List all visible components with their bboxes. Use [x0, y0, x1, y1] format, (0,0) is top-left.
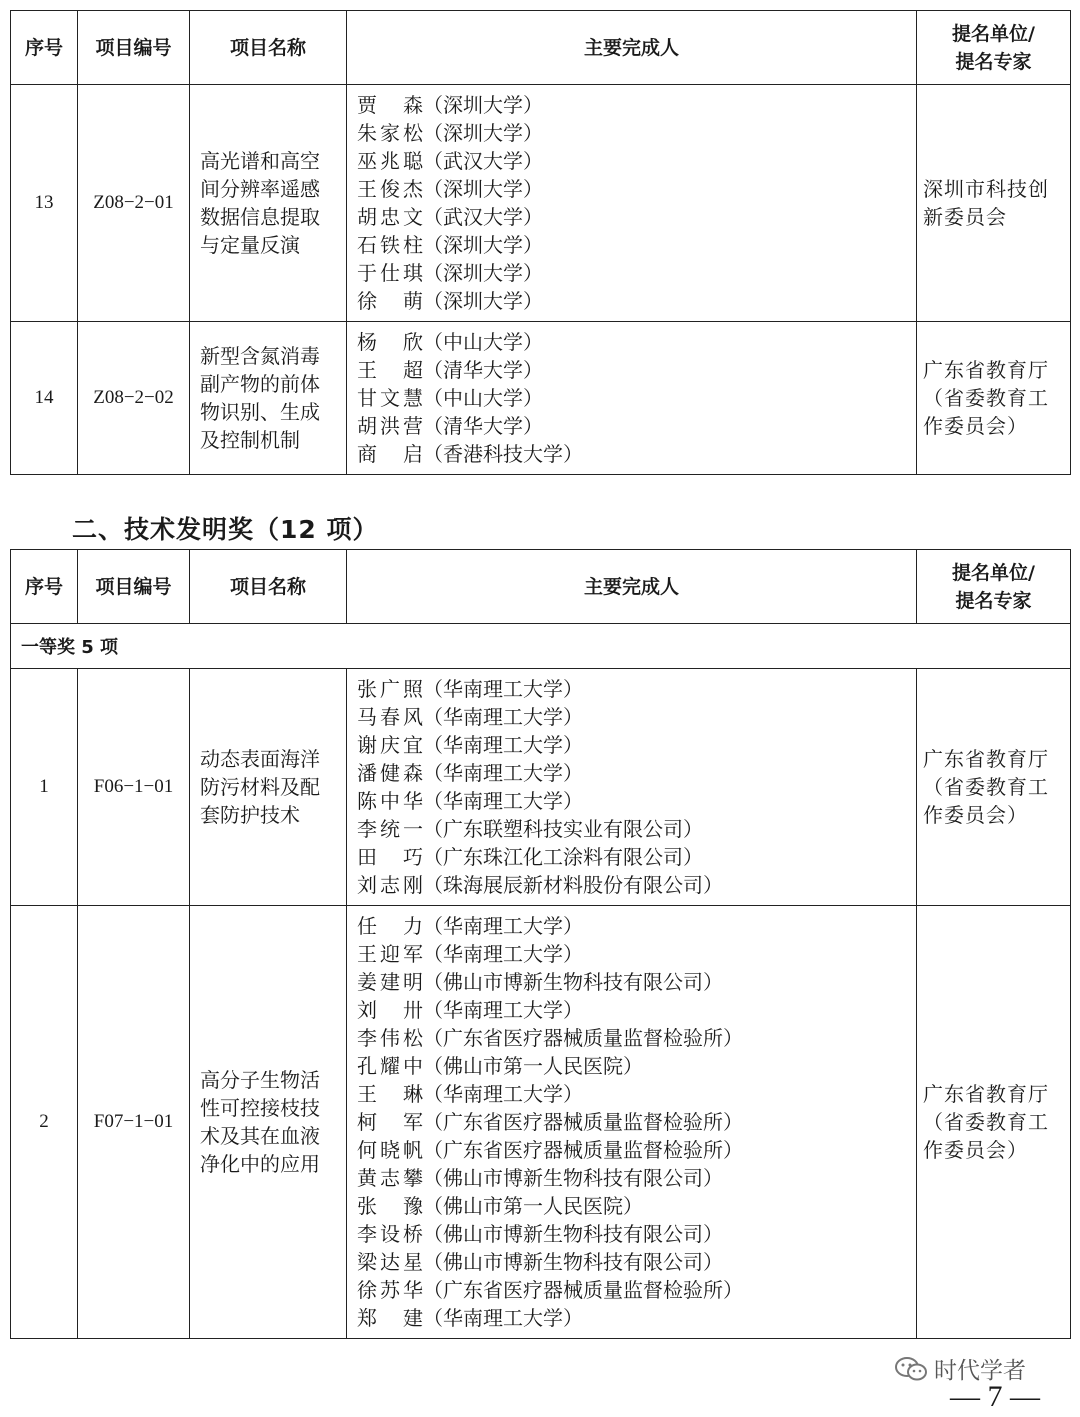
person-org: （佛山市博新生物科技有限公司）	[423, 1222, 723, 1246]
person-entry	[357, 412, 908, 440]
person-org: （佛山市第一人民医院）	[423, 1194, 643, 1218]
row-nominator	[917, 85, 1071, 322]
nominator-line: 广东省教育厅	[923, 1082, 1049, 1106]
project-name-line: 净化中的应用	[200, 1152, 320, 1176]
person-entry	[357, 175, 908, 203]
person-entry	[357, 1304, 908, 1332]
row-project-name	[190, 669, 347, 906]
person-entry	[357, 731, 908, 759]
person-name: 朱家松	[357, 121, 423, 145]
person-name: 王俊杰	[357, 177, 423, 201]
row-project-name	[190, 906, 347, 1339]
person-name: 于仕琪	[357, 261, 423, 285]
nominator-line: （省委教育工	[923, 775, 1049, 799]
person-name: 任力	[357, 914, 423, 938]
person-org: （广东珠江化工涂料有限公司）	[423, 845, 703, 869]
person-org: （华南理工大学）	[423, 761, 583, 785]
wechat-icon	[894, 1356, 928, 1382]
person-org: （广东联塑科技实业有限公司）	[423, 817, 703, 841]
table-row	[11, 669, 1071, 906]
person-name: 马春风	[357, 705, 423, 729]
person-entry	[357, 384, 908, 412]
row-project-name	[190, 85, 347, 322]
row-nominator	[917, 322, 1071, 475]
person-name: 谢庆宜	[357, 733, 423, 757]
row-project-name	[190, 322, 347, 475]
project-name-line: 数据信息提取	[200, 205, 320, 229]
person-org: （广东省医疗器械质量监督检验所）	[423, 1138, 743, 1162]
person-entry	[357, 1164, 908, 1192]
person-name: 巫兆聪	[357, 149, 423, 173]
person-entry	[357, 912, 908, 940]
person-name: 李伟松	[357, 1026, 423, 1050]
project-name-line: 高分子生物活	[200, 1068, 320, 1092]
person-entry	[357, 843, 908, 871]
invention-awards-table	[10, 549, 1071, 1339]
person-name: 潘健森	[357, 761, 423, 785]
nominator-line: （省委教育工	[923, 386, 1049, 410]
project-name-line: 性可控接枝技	[200, 1096, 320, 1120]
project-name-line: 套防护技术	[200, 803, 300, 827]
project-name-line: 副产物的前体	[200, 372, 320, 396]
person-entry	[357, 996, 908, 1024]
watermark-text: 时代学者	[934, 1358, 1026, 1384]
person-org: （华南理工大学）	[423, 789, 583, 813]
person-name: 王琳	[357, 1082, 423, 1106]
project-name-line: 动态表面海洋	[200, 747, 320, 771]
person-org: （广东省医疗器械质量监督检验所）	[423, 1278, 743, 1302]
person-entry	[357, 871, 908, 899]
person-entry	[357, 675, 908, 703]
nominator-line: 广东省教育厅	[923, 747, 1049, 771]
person-name: 甘文慧	[357, 386, 423, 410]
person-org: （武汉大学）	[423, 205, 543, 229]
person-name: 徐萌	[357, 289, 423, 313]
person-name: 贾森	[357, 93, 423, 117]
table-row	[11, 85, 1071, 322]
person-entry	[357, 1136, 908, 1164]
person-entry	[357, 287, 908, 315]
person-entry	[357, 1220, 908, 1248]
person-name: 张豫	[357, 1194, 423, 1218]
person-name: 胡忠文	[357, 205, 423, 229]
person-entry	[357, 231, 908, 259]
nominator-line: 广东省教育厅	[923, 358, 1049, 382]
person-name: 刘志刚	[357, 873, 423, 897]
person-name: 李设桥	[357, 1222, 423, 1246]
person-entry	[357, 1052, 908, 1080]
person-name: 陈中华	[357, 789, 423, 813]
person-entry	[357, 940, 908, 968]
row-seq: 14	[11, 322, 78, 475]
person-name: 何晓帆	[357, 1138, 423, 1162]
person-org: （华南理工大学）	[423, 733, 583, 757]
person-name: 胡洪营	[357, 414, 423, 438]
person-entry	[357, 147, 908, 175]
person-name: 姜建明	[357, 970, 423, 994]
person-name: 柯军	[357, 1110, 423, 1134]
header-nominator: 提名单位/ 提名专家	[917, 550, 1071, 624]
nominator-line: 作委员会）	[923, 803, 1028, 827]
person-org: （深圳大学）	[423, 93, 543, 117]
person-entry	[357, 91, 908, 119]
person-entry	[357, 1080, 908, 1108]
person-name: 刘卅	[357, 998, 423, 1022]
table-header-row	[11, 550, 1071, 624]
row-people	[347, 906, 917, 1339]
awards-table-continued	[10, 10, 1071, 475]
project-name-line: 新型含氮消毒	[200, 344, 320, 368]
project-name-line: 及控制机制	[200, 428, 300, 452]
person-org: （深圳大学）	[423, 289, 543, 313]
section-title: 二、技术发明奖（12 项）	[72, 515, 379, 544]
person-org: （广东省医疗器械质量监督检验所）	[423, 1110, 743, 1134]
table-header-row	[11, 11, 1071, 85]
person-org: （武汉大学）	[423, 149, 543, 173]
row-seq: 2	[11, 906, 78, 1339]
person-entry	[357, 119, 908, 147]
person-org: （华南理工大学）	[423, 705, 583, 729]
person-org: （香港科技大学）	[423, 442, 583, 466]
person-name: 张广照	[357, 677, 423, 701]
project-name-line: 间分辨率遥感	[200, 177, 320, 201]
header-nominator: 提名单位/ 提名专家	[917, 11, 1071, 85]
person-org: （中山大学）	[423, 386, 543, 410]
person-name: 王迎军	[357, 942, 423, 966]
person-org: （华南理工大学）	[423, 998, 583, 1022]
person-org: （佛山市第一人民医院）	[423, 1054, 643, 1078]
person-org: （深圳大学）	[423, 233, 543, 257]
person-org: （佛山市博新生物科技有限公司）	[423, 1166, 723, 1190]
header-name: 项目名称	[190, 11, 347, 85]
person-org: （广东省医疗器械质量监督检验所）	[423, 1026, 743, 1050]
person-entry	[357, 1276, 908, 1304]
person-org: （佛山市博新生物科技有限公司）	[423, 1250, 723, 1274]
person-org: （深圳大学）	[423, 261, 543, 285]
person-name: 李统一	[357, 817, 423, 841]
table-row	[11, 322, 1071, 475]
row-code: F06−1−01	[78, 669, 190, 906]
row-people	[347, 669, 917, 906]
person-entry	[357, 1248, 908, 1276]
nominator-line: 新委员会	[923, 205, 1007, 229]
person-name: 徐苏华	[357, 1278, 423, 1302]
person-entry	[357, 328, 908, 356]
person-entry	[357, 703, 908, 731]
person-org: （华南理工大学）	[423, 1306, 583, 1330]
person-name: 梁达星	[357, 1250, 423, 1274]
person-name: 杨欣	[357, 330, 423, 354]
person-entry	[357, 1108, 908, 1136]
row-code: Z08−2−02	[78, 322, 190, 475]
person-entry	[357, 968, 908, 996]
person-entry	[357, 815, 908, 843]
person-org: （华南理工大学）	[423, 914, 583, 938]
person-org: （清华大学）	[423, 414, 543, 438]
person-name: 商启	[357, 442, 423, 466]
person-org: （深圳大学）	[423, 121, 543, 145]
project-name-line: 高光谱和高空	[200, 149, 320, 173]
grade-row	[11, 624, 1071, 669]
project-name-line: 物识别、生成	[200, 400, 320, 424]
project-name-line: 防污材料及配	[200, 775, 320, 799]
person-org: （深圳大学）	[423, 177, 543, 201]
grade-label: 一等奖 5 项	[11, 624, 1071, 669]
row-people	[347, 85, 917, 322]
row-seq: 1	[11, 669, 78, 906]
person-org: （清华大学）	[423, 358, 543, 382]
nominator-line: 作委员会）	[923, 414, 1028, 438]
person-name: 石铁柱	[357, 233, 423, 257]
header-code: 项目编号	[78, 11, 190, 85]
header-people: 主要完成人	[347, 550, 917, 624]
person-org: （佛山市博新生物科技有限公司）	[423, 970, 723, 994]
person-entry	[357, 440, 908, 468]
person-entry	[357, 203, 908, 231]
row-nominator	[917, 669, 1071, 906]
person-name: 黄志攀	[357, 1166, 423, 1190]
header-seq: 序号	[11, 550, 78, 624]
header-code: 项目编号	[78, 550, 190, 624]
page-number: — 7 —	[950, 1380, 1040, 1413]
person-entry	[357, 787, 908, 815]
row-code: Z08−2−01	[78, 85, 190, 322]
person-org: （中山大学）	[423, 330, 543, 354]
row-code: F07−1−01	[78, 906, 190, 1339]
header-name: 项目名称	[190, 550, 347, 624]
person-name: 郑建	[357, 1306, 423, 1330]
table-row	[11, 906, 1071, 1339]
nominator-line: （省委教育工	[923, 1110, 1049, 1134]
person-name: 孔耀中	[357, 1054, 423, 1078]
row-people	[347, 322, 917, 475]
person-org: （华南理工大学）	[423, 942, 583, 966]
header-people: 主要完成人	[347, 11, 917, 85]
project-name-line: 与定量反演	[200, 233, 300, 257]
nominator-line: 作委员会）	[923, 1138, 1028, 1162]
person-entry	[357, 356, 908, 384]
row-nominator	[917, 906, 1071, 1339]
person-name: 田巧	[357, 845, 423, 869]
person-entry	[357, 259, 908, 287]
person-entry	[357, 1192, 908, 1220]
person-name: 王超	[357, 358, 423, 382]
row-seq: 13	[11, 85, 78, 322]
person-org: （华南理工大学）	[423, 1082, 583, 1106]
person-org: （珠海展辰新材料股份有限公司）	[423, 873, 723, 897]
person-org: （华南理工大学）	[423, 677, 583, 701]
person-entry	[357, 759, 908, 787]
project-name-line: 术及其在血液	[200, 1124, 320, 1148]
person-entry	[357, 1024, 908, 1052]
nominator-line: 深圳市科技创	[923, 177, 1049, 201]
header-seq: 序号	[11, 11, 78, 85]
